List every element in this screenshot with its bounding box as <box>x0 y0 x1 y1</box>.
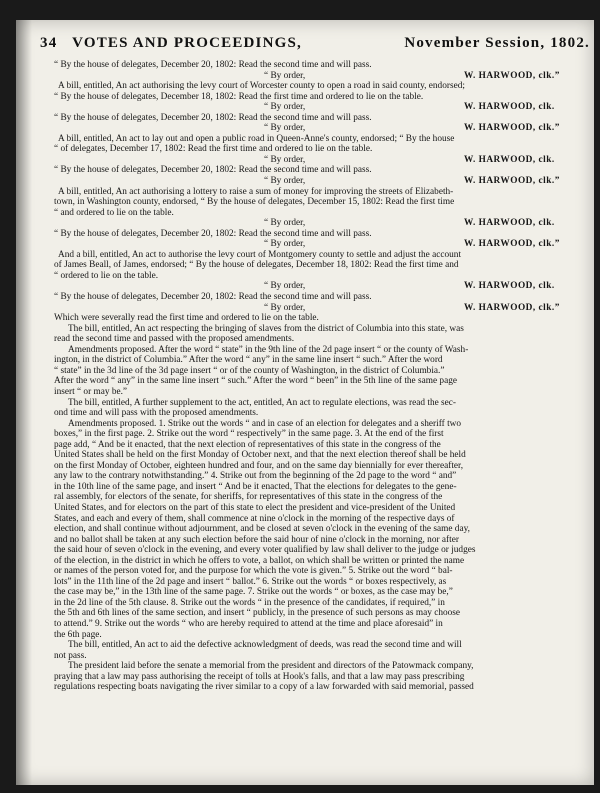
paragraph-first-line: The bill, entitled, An act to aid the defective acknowledgment of deeds, was read the second time and will <box>68 640 462 651</box>
text-line: After the word “ any” in the same line insert “ such.” After the word “ been” in the 5th line of the same page <box>54 376 457 387</box>
text-line: lots” in the 11th line of the 2d page and insert “ ballot.” 6. Strike out the words “ or boxes respectively, as <box>54 576 447 587</box>
clerk-name: W. HARWOOD, clk.” <box>464 123 560 134</box>
text-line: in the 10th line of the same page, and insert “ And be it enacted, That the elections for delegates to the gene- <box>54 481 457 492</box>
text-line: “ By the house of delegates, December 20, 1802: Read the second time and will pass. <box>54 292 372 303</box>
document-page <box>16 20 594 785</box>
text-line: “ By the house of delegates, December 18, 1802: Read the first time and ordered to lie on the table. <box>54 91 424 102</box>
text-line: And a bill, entitled, An act to authorise the levy court of Montgomery county to settle and adjust the account <box>58 249 462 260</box>
text-line: ington, in the district of Columbia.” After the word “ any” in the same line insert “ such.” After the word <box>54 355 443 366</box>
text-line: the case may be,” in the 13th line of the same page. 7. Strike out the words “ or boxes, as the case may be,” <box>54 587 453 598</box>
text-line: page add, “ And be it enacted, that the next election of representatives of this state in the congress of the <box>54 439 441 450</box>
document-body <box>54 60 594 693</box>
text-line: United States, and for electors on the part of this state to elect the president and vice-president of the United <box>54 502 456 513</box>
by-order-text: “ By order, <box>264 176 306 187</box>
text-line: “ and ordered to lie on the table. <box>54 207 174 218</box>
text-line: to attend.” 9. Strike out the words “ who are hereby required to attend at the time and place aforesaid” in <box>54 618 443 629</box>
text-line: and no ballot shall be taken at any such election before the said hour of nine o'clock in the morning, nor after <box>54 534 459 545</box>
paragraph-first-line: The president laid before the senate a memorial from the president and directors of the Patowmack company, <box>68 661 474 672</box>
by-order-text: “ By order, <box>264 102 306 113</box>
text-line: “ of delegates, December 17, 1802: Read the first time and ordered to lie on the table. <box>54 144 373 155</box>
by-order-text: “ By order, <box>264 154 306 165</box>
text-line: United States shall be held on the first Monday of October next, and that the next election thereof shall be held <box>54 450 466 461</box>
text-line: “ By the house of delegates, December 20, 1802: Read the second time and will pass. <box>54 165 372 176</box>
clerk-name: W. HARWOOD, clk.” <box>464 176 560 187</box>
text-line: A bill, entitled, An act authorising a lottery to raise a sum of money for improving the streets of Elizabeth- <box>58 186 454 197</box>
text-line: ond time and will pass with the proposed amendments. <box>54 408 259 419</box>
running-title: VOTES AND PROCEEDINGS, <box>72 35 302 51</box>
order-signature-line <box>54 123 594 134</box>
text-line: of James Beall, of James, endorsed; “ By the house of delegates, December 18, 1802: Read the first time and <box>54 260 459 271</box>
text-line: the 6th page. <box>54 629 102 640</box>
text-line: of the election, in the district in which he offers to vote, a ballot, on which shall be written or printed the name <box>54 555 465 566</box>
text-line: “ ordered to lie on the table. <box>54 270 159 281</box>
clerk-name: W. HARWOOD, clk.” <box>464 70 560 81</box>
text-line: “ state” in the 3d line of the 3d page insert “ or of the county of Washington, in the district of Columbia.” <box>54 365 445 376</box>
text-line: regulations respecting boats navigating the river similar to a copy of a law forwarded with said memorial, passed <box>54 682 474 693</box>
order-signature-line <box>54 71 594 82</box>
by-order-text: “ By order, <box>264 302 306 313</box>
by-order-text: “ By order, <box>264 70 306 81</box>
text-line: read the second time and passed with the proposed amendments. <box>54 334 295 345</box>
order-signature-line <box>54 303 594 314</box>
text-line: insert “ or may be.” <box>54 386 128 397</box>
text-line: the said hour of seven o'clock in the evening, and every voter qualified by law shall deliver to the judge or judges <box>54 545 476 556</box>
text-line: town, in Washington county, endorsed, “ By the house of delegates, December 15, 1802: Read the first time <box>54 197 455 208</box>
clerk-name: W. HARWOOD, clk.” <box>464 302 560 313</box>
paragraph-first-line: Amendments proposed. 1. Strike out the words “ and in case of an election for delegates and a sheriff two <box>68 418 462 429</box>
page-number: 34 <box>40 35 58 51</box>
paragraph-first-line: The bill, entitled, A further supplement to the act, entitled, An act to regulate elections, was read the sec- <box>68 397 457 408</box>
text-line: “ By the house of delegates, December 20, 1802: Read the second time and will pass. <box>54 60 372 70</box>
clerk-name: W. HARWOOD, clk. <box>464 102 555 113</box>
order-signature-line <box>54 239 594 250</box>
text-line: “ By the house of delegates, December 20, 1802: Read the second time and will pass. <box>54 228 372 239</box>
clerk-name: W. HARWOOD, clk. <box>464 281 555 292</box>
text-line: States, and each and every of them, shall commence at nine o'clock in the morning of the respective days of <box>54 513 455 524</box>
text-line: any law to the contrary notwithstanding.” 4. Strike out from the beginning of the 2d page to the word “ and” <box>54 471 457 482</box>
clerk-name: W. HARWOOD, clk. <box>464 218 555 229</box>
text-line: not pass. <box>54 650 87 661</box>
text-line: in the 2d line of the 5th clause. 8. Strike out the words “ in the presence of the candidates, if required,” in <box>54 597 445 608</box>
order-signature-line <box>54 218 594 229</box>
paragraph-first-line: Amendments proposed. After the word “ state” in the 9th line of the 2d page insert “ or the county of Wash- <box>68 344 469 355</box>
text-line: “ By the house of delegates, December 20, 1802: Read the second time and will pass. <box>54 112 372 123</box>
by-order-text: “ By order, <box>264 281 306 292</box>
paragraph-first-line: The bill, entitled, An act respecting the bringing of slaves from the district of Columbia into this state, was <box>68 323 464 334</box>
text-line: boxes,” in the first page. 2. Strike out the word “ respectively” in the same page. 3. At the end of the first <box>54 429 444 440</box>
order-signature-line <box>54 281 594 292</box>
text-line: Which were severally read the first time and ordered to lie on the table. <box>54 313 319 324</box>
clerk-name: W. HARWOOD, clk. <box>464 154 555 165</box>
order-signature-line <box>54 102 594 113</box>
clerk-name: W. HARWOOD, clk.” <box>464 239 560 250</box>
text-line: the 5th and 6th lines of the same section, and insert “ publicly, in the presence of such persons as may choose <box>54 608 461 619</box>
session-title: November Session, 1802. <box>404 35 590 51</box>
text-line: on the first Monday of October, eighteen hundred and four, and on the same day biennially for ever thereafter, <box>54 460 464 471</box>
order-signature-line <box>54 155 594 166</box>
page-gutter-shadow <box>16 20 32 785</box>
by-order-text: “ By order, <box>264 218 306 229</box>
by-order-text: “ By order, <box>264 123 306 134</box>
text-line: praying that a law may pass authorising the receipt of tolls at Hook's falls, and that a law may pass prescribing <box>54 671 465 682</box>
text-line: election, and shall continue without adjournment, and be closed at seven o'clock in the evening of the same day, <box>54 524 470 535</box>
by-order-text: “ By order, <box>264 239 306 250</box>
text-line: A bill, entitled, An act to lay out and open a public road in Queen-Anne's county, endorsed; “ By the house <box>58 133 455 144</box>
page-header <box>40 35 590 52</box>
order-signature-line <box>54 176 594 187</box>
text-line: or names of the person voted for, and the purpose for which the vote is given.” 5. Strike out the word “ bal- <box>54 566 453 577</box>
text-line: A bill, entitled, An act authorising the levy court of Worcester county to open a road in said county, endorsed; <box>58 81 465 92</box>
text-line: ral assembly, for electors of the senate, for sheriffs, for representatives of this state in the congress of the <box>54 492 443 503</box>
